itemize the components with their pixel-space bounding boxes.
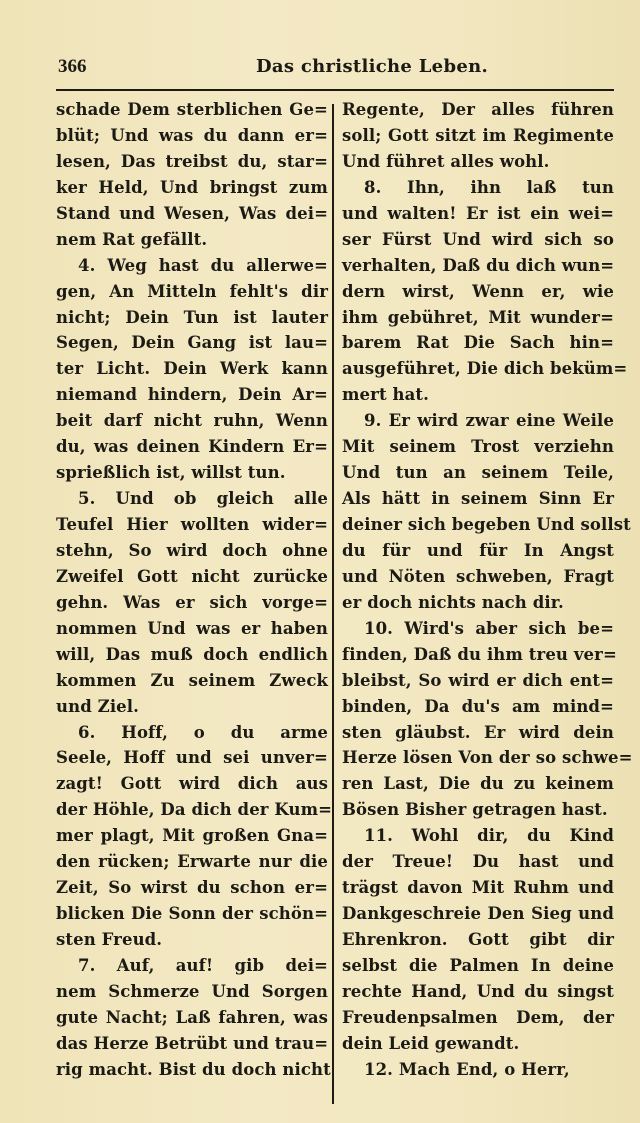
text-line: Regente, Der alles führen bbox=[342, 100, 614, 119]
text-line: selbst die Palmen In deine bbox=[342, 955, 614, 975]
text-line: Ehrenkron. Gott gibt dir bbox=[342, 930, 614, 949]
page-header bbox=[56, 52, 616, 86]
text-line: Stand und Wesen, Was dei= bbox=[56, 203, 328, 223]
verse-start-10: 10. Wird's aber sich be= bbox=[364, 618, 614, 638]
text-line: Dankgeschreie Den Sieg und bbox=[342, 904, 614, 924]
text-line: binden, Da du's am mind= bbox=[342, 696, 614, 716]
text-line: das Herze Betrübt und trau= bbox=[56, 1033, 329, 1053]
verse-start-7: 7. Auf, auf! gib dei= bbox=[78, 955, 328, 975]
verse-start-12: 12. Mach End, o Herr, bbox=[364, 1059, 570, 1079]
text-line: der Treue! Du hast und bbox=[342, 852, 614, 872]
right-column bbox=[342, 97, 633, 1083]
text-line: dein Leid gewandt. bbox=[342, 1033, 520, 1053]
text-line: er doch nichts nach dir. bbox=[342, 592, 564, 612]
text-line: Und tun an seinem Teile, bbox=[342, 463, 614, 483]
text-line: und Ziel. bbox=[56, 696, 139, 716]
text-line: Bösen Bisher getragen hast. bbox=[342, 800, 608, 820]
text-line: finden, Daß du ihm treu ver= bbox=[342, 644, 617, 664]
text-line: soll; Gott sitzt im Regimente bbox=[342, 125, 614, 145]
verse-start-5: 5. Und ob gleich alle bbox=[78, 489, 328, 509]
text-line: sten gläubst. Er wird dein bbox=[342, 722, 614, 742]
text-line: der Höhle, Da dich der Kum= bbox=[56, 800, 333, 820]
text-line: zagt! Gott wird dich aus bbox=[56, 774, 328, 794]
text-line: deiner sich begeben Und sollst bbox=[342, 515, 631, 534]
text-line: nicht; Dein Tun ist lauter bbox=[56, 307, 328, 327]
text-line: gen, An Mitteln fehlt's dir bbox=[56, 281, 328, 301]
text-line: gehn. Was er sich vorge= bbox=[56, 592, 328, 612]
text-line: ker Held, Und bringst zum bbox=[56, 177, 328, 197]
text-line: und Nöten schweben, Fragt bbox=[342, 566, 614, 586]
text-line: trägst davon Mit Ruhm und bbox=[342, 878, 614, 898]
text-line: nem Rat gefällt. bbox=[56, 229, 208, 249]
text-line: schade Dem sterblichen Ge= bbox=[56, 100, 328, 119]
text-line: Zweifel Gott nicht zurücke bbox=[56, 566, 328, 586]
text-line: Als hätt in seinem Sinn Er bbox=[342, 489, 614, 509]
text-line: mert hat. bbox=[342, 385, 429, 405]
text-line: dern wirst, Wenn er, wie bbox=[342, 281, 614, 301]
text-line: du, was deinen Kindern Er= bbox=[56, 437, 328, 457]
text-line: sprießlich ist, willst tun. bbox=[56, 463, 286, 483]
text-line: Seele, Hoff und sei unver= bbox=[56, 748, 328, 768]
text-line: sten Freud. bbox=[56, 930, 163, 949]
verse-start-9: 9. Er wird zwar eine Weile bbox=[364, 411, 614, 431]
text-line: blicken Die Sonn der schön= bbox=[56, 904, 328, 924]
text-line: und walten! Er ist ein wei= bbox=[342, 203, 614, 223]
text-line: ren Last, Die du zu keinem bbox=[342, 774, 614, 794]
text-line: Teufel Hier wollten wider= bbox=[56, 515, 328, 534]
text-line: bleibst, So wird er dich ent= bbox=[342, 670, 614, 690]
text-line: ser Fürst Und wird sich so bbox=[342, 229, 614, 249]
text-line: barem Rat Die Sach hin= bbox=[342, 333, 614, 353]
text-line: Segen, Dein Gang ist lau= bbox=[56, 333, 328, 353]
text-line: blüt; Und was du dann er= bbox=[56, 125, 328, 145]
header-rule bbox=[56, 89, 614, 91]
text-line: beit darf nicht ruhn, Wenn bbox=[56, 411, 328, 431]
left-column bbox=[56, 97, 333, 1083]
text-line: lesen, Das treibst du, star= bbox=[56, 151, 328, 171]
text-line: nem Schmerze Und Sorgen bbox=[56, 981, 328, 1001]
text-line: nommen Und was er haben bbox=[56, 618, 328, 638]
text-line: Zeit, So wirst du schon er= bbox=[56, 878, 328, 898]
text-line: mer plagt, Mit großen Gna= bbox=[56, 826, 328, 846]
page-number: 366 bbox=[58, 56, 87, 77]
text-line: verhalten, Daß du dich wun= bbox=[342, 255, 615, 275]
text-line: ter Licht. Dein Werk kann bbox=[56, 359, 328, 379]
column-divider bbox=[332, 104, 334, 1104]
text-line: will, Das muß doch endlich bbox=[56, 644, 328, 664]
text-line: rechte Hand, Und du singst bbox=[342, 981, 614, 1001]
text-line: niemand hindern, Dein Ar= bbox=[56, 385, 328, 405]
text-line: Herze lösen Von der so schwe= bbox=[342, 748, 633, 768]
text-line: Und führet alles wohl. bbox=[342, 151, 550, 171]
verse-start-11: 11. Wohl dir, du Kind bbox=[364, 826, 614, 846]
verse-start-4: 4. Weg hast du allerwe= bbox=[78, 255, 328, 275]
running-title: Das christliche Leben. bbox=[256, 56, 489, 77]
text-line: den rücken; Erwarte nur die bbox=[56, 852, 328, 872]
text-line: ihm gebühret, Mit wunder= bbox=[342, 307, 614, 327]
verse-start-8: 8. Ihn, ihn laß tun bbox=[364, 177, 614, 197]
text-line: Freudenpsalmen Dem, der bbox=[342, 1007, 614, 1027]
text-line: rig macht. Bist du doch nicht bbox=[56, 1059, 331, 1079]
text-line: Mit seinem Trost verziehn bbox=[342, 437, 614, 457]
text-line: du für und für In Angst bbox=[342, 540, 614, 560]
text-line: gute Nacht; Laß fahren, was bbox=[56, 1007, 328, 1027]
verse-start-6: 6. Hoff, o du arme bbox=[78, 722, 328, 742]
text-line: ausgeführet, Die dich beküm= bbox=[342, 359, 628, 379]
text-line: stehn, So wird doch ohne bbox=[56, 540, 328, 560]
text-line: kommen Zu seinem Zweck bbox=[56, 670, 328, 690]
